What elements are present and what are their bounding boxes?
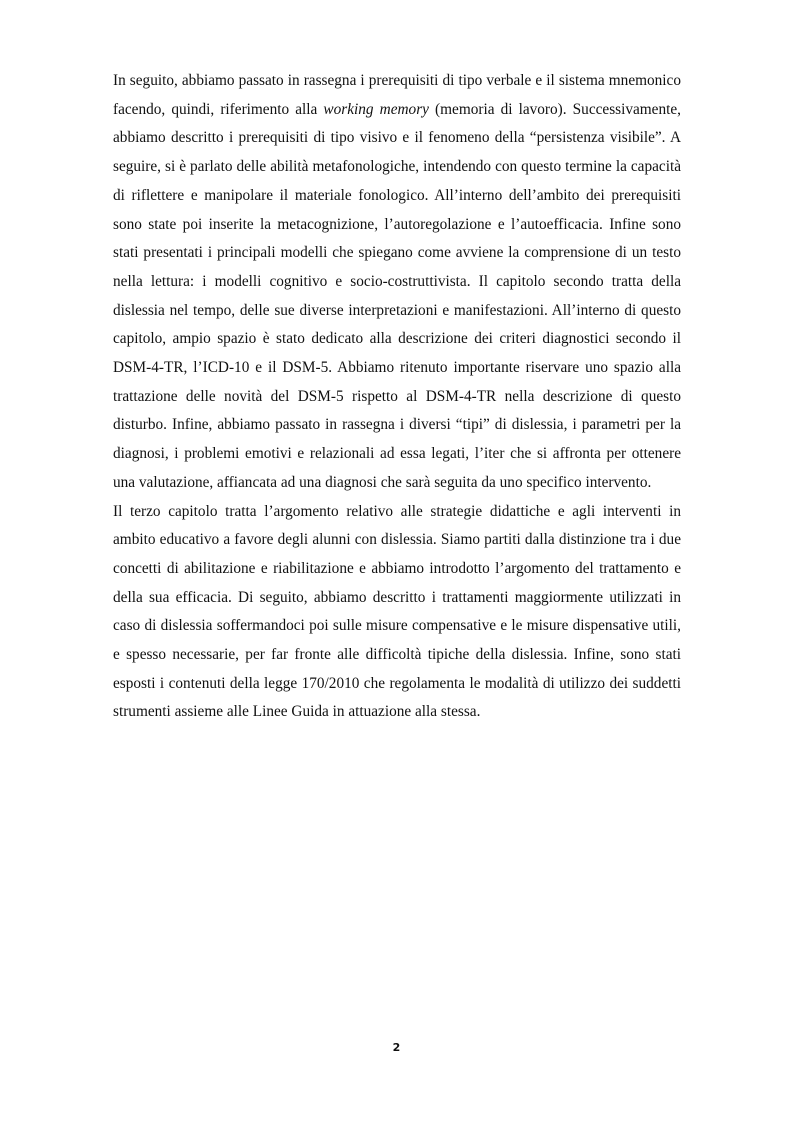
working-memory-term: working memory (323, 100, 429, 118)
paragraph-1-start: In seguito, abbiamo passato in rassegna i prerequisiti di tipo verbale e il sistema mnemonico facendo, quindi, riferimento alla (113, 72, 681, 118)
paragraph-1 (113, 67, 681, 498)
page-number: 2 (392, 1041, 401, 1054)
paragraph-2: Il terzo capitolo tratta l’argomento relativo alle strategie didattiche e agli interventi in ambito educativo a favore degli alunni con dislessia. Siamo partiti dalla distinzione tra i due concetti di abilitazione e riabilitazione e abbiamo introdotto l’argomento del trattamento e della sua efficacia. Di seguito, abbiamo descritto i trattamenti maggiormente utilizzati in caso di dislessia soffermandoci poi sulle misure compensative e le misure dispensative utili, e spesso necessarie, per far fronte alle difficoltà tipiche della dislessia. Infine, sono stati esposti i contenuti della legge 170/2010 che regolamenta le modalità di utilizzo dei suddetti strumenti assieme alle Linee Guida in attuazione alla stessa. (113, 502, 681, 721)
paragraph-1-rest: (memoria di lavoro). Successivamente, abbiamo descritto i prerequisiti di tipo visivo e il fenomeno della “persistenza visibile”. A seguire, si è parlato delle abilità metafonologiche, intendendo con questo termine la capacità di riflettere e manipolare il materiale fonologico. All’interno dell’ambito dei prerequisiti sono state poi inserite la metacognizione, l’autoregolazione e l’autoefficacia. Infine sono stati presentati i principali modelli che spiegano come avviene la comprensione di un testo nella lettura: i modelli cognitivo e socio-costruttivista. Il capitolo secondo tratta della dislessia nel tempo, delle sue diverse interpretazioni e manifestazioni. All’interno di questo capitolo, ampio spazio è stato dedicato alla descrizione dei criteri diagnostici secondo il DSM-4-TR, l’ICD-10 e il DSM-5. Abbiamo ritenuto importante riservare uno spazio alla trattazione delle novità del DSM-5 rispetto al DSM-4-TR nella descrizione di questo disturbo. Infine, abbiamo passato in rassegna i diversi “tipi” di dislessia, i parametri per la diagnosi, i problemi emotivi e relazionali ad essa legati, l’iter che si affronta per ottenere una valutazione, affiancata ad una diagnosi che sarà seguita da uno specifico intervento. (113, 100, 681, 491)
body-text (113, 67, 681, 727)
